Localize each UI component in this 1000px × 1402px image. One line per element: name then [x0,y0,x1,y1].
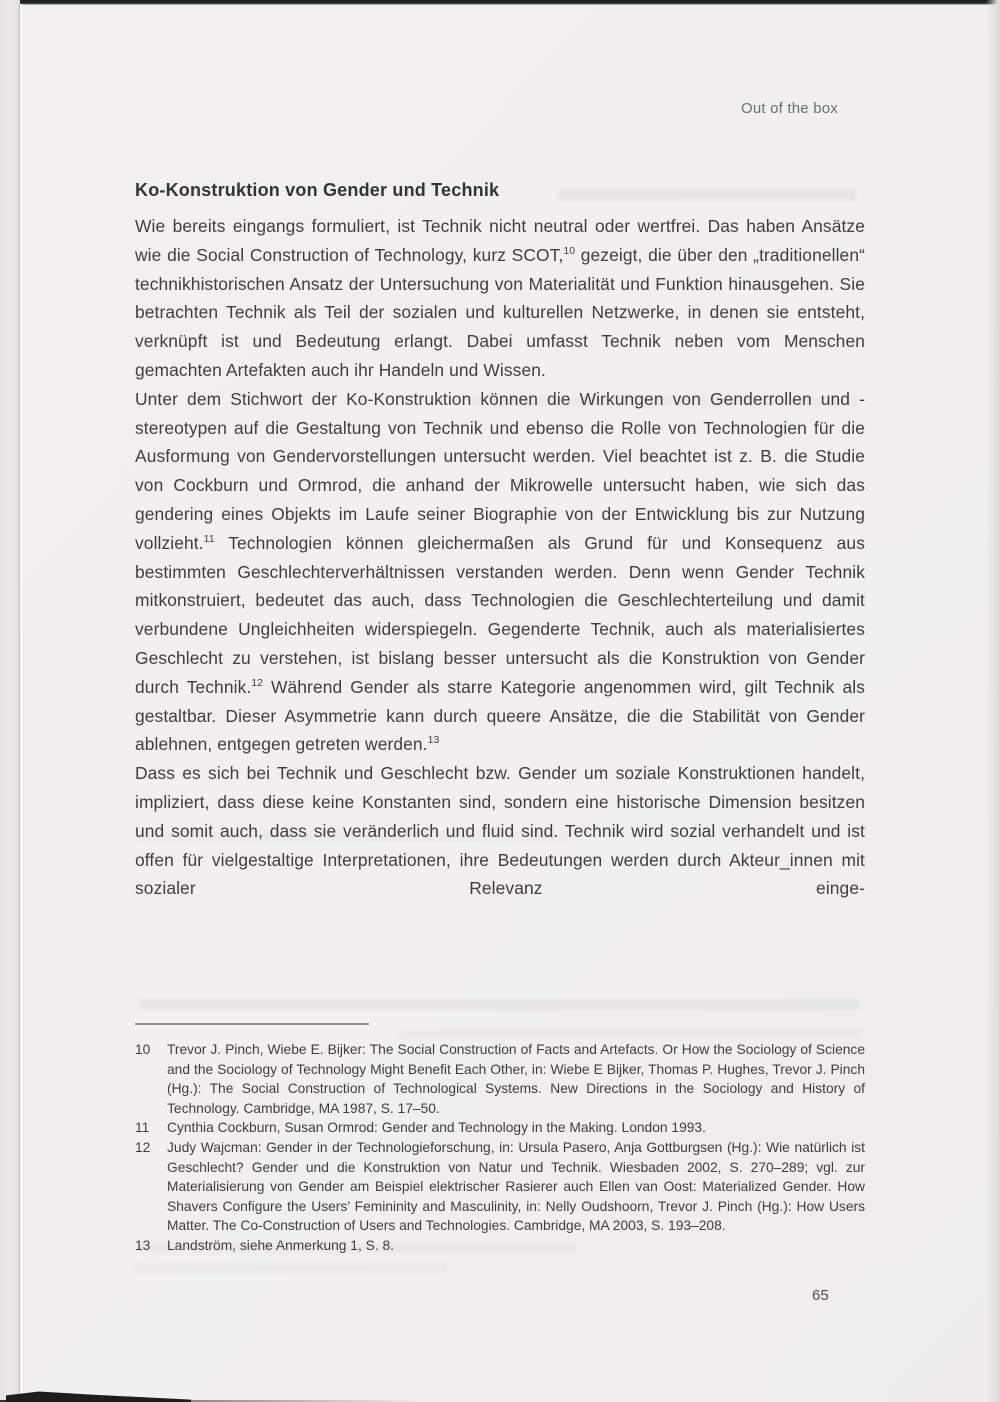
footnotes [135,1040,865,1256]
body-paragraphs [135,212,865,903]
paragraph [135,759,865,903]
paragraph [135,385,865,759]
footnote-marker: 10 [563,245,576,257]
paragraph-text: Technologien können gleichermaßen als Grund für und Konsequenz aus bestimmten Geschlechterverhältnissen verstanden werden. Denn wenn Gender Technik mitkonstruiert, bedeutet das auch, dass Technologien die Geschlechterteilung und damit verbundene Ungleichheiten widerspiegeln. Gegenderte Technik, auch als materialisiertes Geschlecht zu verstehen, ist bislang besser untersucht als die Konstruktion von Gender durch Technik. [135,532,865,697]
paragraph-text: gezeigt, die über den „traditionellen“ technikhistorischen Ansatz der Untersuchung von Materialität und Funktion hinausgehen. Sie betrachten Technik als Teil der sozialen und kulturellen Netzwerke, in denen sie entsteht, verknüpft ist und Bedeutung erlangt. Dabei umfasst Technik neben vom Menschen gemachten Artefakten auch ihr Handeln und Wissen. [135,244,865,380]
section-title: Ko-Konstruktion von Gender und Technik [135,180,500,200]
running-header: Out of the box [740,100,838,117]
paragraph-text: Während Gender als starre Kategorie angenommen wird, gilt Technik als gestaltbar. Dieser Asymmetrie kann durch queere Ansätze, die die Stabilität von Gender ablehnen, entgegen getreten werden. [135,676,865,755]
paragraph-text: Dass es sich bei Technik und Geschlecht bzw. Gender um soziale Konstruktionen handelt, impliziert, dass diese keine Konstanten sind, sondern eine historische Dimension besitzen und somit auch, dass sie veränderlich und fluid sind. Technik wird sozial verhandelt und ist offen für vielgestaltige Interpretationen, ihre Bedeutungen werden durch Akteur_innen mit sozialer Relevanz einge- [135,763,865,899]
page-number: 65 [812,1287,829,1304]
showthrough-text [140,999,858,1010]
page-fold-line [20,4,23,1402]
paragraph-text: Wie bereits eingangs formuliert, ist Technik nicht neutral oder wertfrei. Das haben Ansätze wie die Social Construction of Technology, kurz SCOT, [135,216,865,265]
footnote-number: 13 [135,1237,151,1253]
page-gutter [0,0,20,1402]
scan-edge-top [0,0,1000,5]
footnote [135,1118,865,1138]
footnote [135,1040,865,1118]
page-edge-right [986,0,1000,1402]
footnote-number: 11 [135,1120,150,1136]
footnote-text: Cynthia Cockburn, Susan Ormrod: Gender and Technology in the Making. London 1993. [167,1120,706,1136]
footnote [135,1138,865,1236]
footnote-marker: 11 [203,532,215,545]
showthrough-text [400,1029,860,1039]
footnote-text: Trevor J. Pinch, Wiebe E. Bijker: The Social Construction of Facts and Artefacts. Or How the Sociology of Science and the Sociology of Technology Might Benefit Each Other, in: Wiebe E Bijker, Thomas P. Hughes, Trevor J. Pinch (Hg.): The Social Construction of Technological Systems. New Directions in the Sociology and History of Technology. Cambridge, MA 1987, S. 17–50. [167,1042,865,1116]
footnote-text: Judy Wajcman: Gender in der Technologieforschung, in: Ursula Pasero, Anja Gottburgsen (Hg.): Wie natürlich ist Geschlecht? Gender und die Konstruktion von Natur und Technik. Wiesbaden 2002, S. 270–289; vgl. zur Materialisierung von Gender am Beispiel elektrischer Rasierer auch Ellen van Oost: Materialized Gender. How Shavers Configure the Users’ Femininity and Masculinity, in: Nelly Oudshoorn, Trevor J. Pinch (Hg.): How Users Matter. The Co-Construction of Users and Technologies. Cambridge, MA 2003, S. 193–208. [167,1139,865,1234]
scan-edge-bottom-left [6,1390,191,1402]
paragraph-text: Unter dem Stichwort der Ko-Konstruktion können die Wirkungen von Genderrollen und -stereotypen auf die Gestaltung von Technik und ebenso die Rolle von Technologien für die Ausformung von Gendervorstellungen untersucht werden. Viel beachtet ist z. B. die Studie von Cockburn und Ormrod, die anhand der Mikrowelle untersucht haben, wie sich das gendering eines Objekts im Laufe seiner Biographie von der Entwicklung bis zur Nutzung vollzieht. [135,388,865,553]
footnote-text: Landström, siehe Anmerkung 1, S. 8. [167,1237,395,1253]
footnote-number: 10 [135,1042,151,1057]
footnote-marker: 12 [251,676,263,689]
footnote-marker: 13 [427,734,440,747]
footnote-separator [135,1023,369,1025]
paragraph [135,212,865,385]
showthrough-text [136,1263,446,1272]
footnote [135,1236,865,1256]
footnote-number: 12 [135,1139,151,1155]
